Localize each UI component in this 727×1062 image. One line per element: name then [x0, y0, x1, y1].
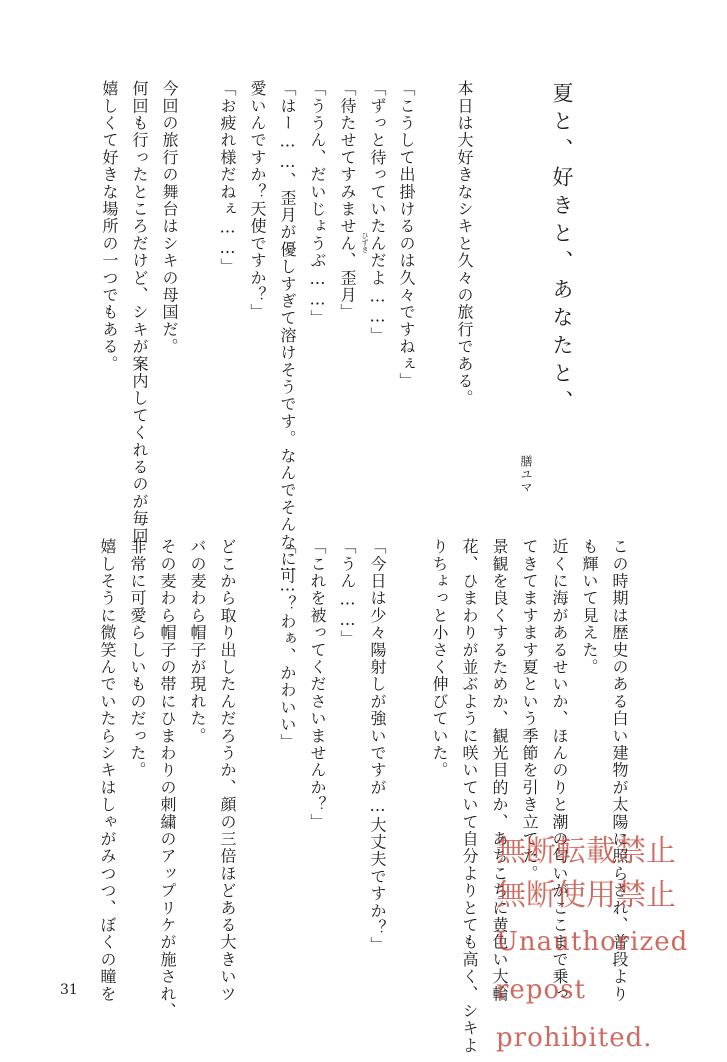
watermark-line: 無断転載禁止: [496, 834, 676, 869]
text-column: 「こうして出掛けるのは久々ですねぇ」: [397, 80, 416, 390]
text-column: 「ずっと待っていたんだよ……」: [368, 80, 387, 344]
text-column: 花、ひまわりが並ぶように咲いていて自分よりとても高く、シキよ: [460, 538, 479, 1054]
text-column: も輝いて見えた。: [580, 538, 599, 676]
watermark-line: Unauthorized: [496, 927, 689, 957]
text-column: 「お疲れ様だねぇ……」: [218, 80, 237, 276]
text-column: 「今日は少々陽射しが強いですが…大丈夫ですか？」: [368, 538, 387, 954]
text-column: 「うん……」: [338, 538, 357, 648]
text-column: 愛いんですか？天使ですか？」: [248, 80, 267, 321]
text-column: バの麦わら帽子が現れた。: [188, 538, 207, 745]
text-column: どこから取り出したんだろうか、顔の三倍ほどある大きいツ: [218, 538, 237, 1003]
text-column: 何回も行ったところだけど、シキが案内してくれるのが毎回: [130, 80, 149, 545]
text-column: 「……？わぁ、かわいい」: [278, 538, 297, 751]
story-title: 夏と、好きと、あなたと、: [550, 82, 574, 418]
watermark-line: repost prohibited.: [496, 975, 653, 1053]
text-column: 「待たせてすみません、歪月」: [338, 80, 357, 321]
text-column: 今回の旅行の舞台はシキの母国だ。: [160, 80, 179, 356]
text-column: 近くに海があるせいか、ほんのりと潮の匂いがここまで乗っ: [550, 538, 569, 1003]
text-column: 「これを被ってくださいませんか？」: [308, 538, 327, 831]
page-number: 31: [60, 982, 78, 998]
text-column: 非常に可愛らしいものだった。: [128, 538, 147, 779]
text-column: 嬉しくて好きな場所の一つでもある。: [100, 80, 119, 373]
text-column: この時期は歴史のある白い建物が太陽に照らされ、普段より: [610, 538, 629, 1003]
text-column: 嬉しそうに微笑んでいたらシキはしゃがみつつ、ぼくの瞳を: [98, 538, 117, 1003]
watermark-line: 無断使用禁止: [496, 878, 676, 913]
text-column: 本日は大好きなシキと久々の旅行である。: [455, 80, 474, 407]
text-column: その麦わら帽子の帯にひまわりの刺繍のアップリケが施され、: [158, 538, 177, 1020]
text-column: 「はー……、歪月が優しすぎて溶けそうです。なんでそんなに可: [278, 80, 297, 585]
text-column: 景観を良くするためか、観光目的か、あちこちに黄色い大輪: [490, 538, 509, 1003]
text-column: てきてますます夏という季節を引き立てた。: [520, 538, 539, 882]
text-column: 「ううん、だいじょうぶ……」: [308, 80, 327, 327]
watermark: [496, 830, 726, 1062]
ruby-text: ひずき: [361, 232, 369, 253]
text-column: りちょっと小さく伸びていた。: [430, 538, 449, 779]
author-name: 膳ユマ: [519, 455, 533, 494]
